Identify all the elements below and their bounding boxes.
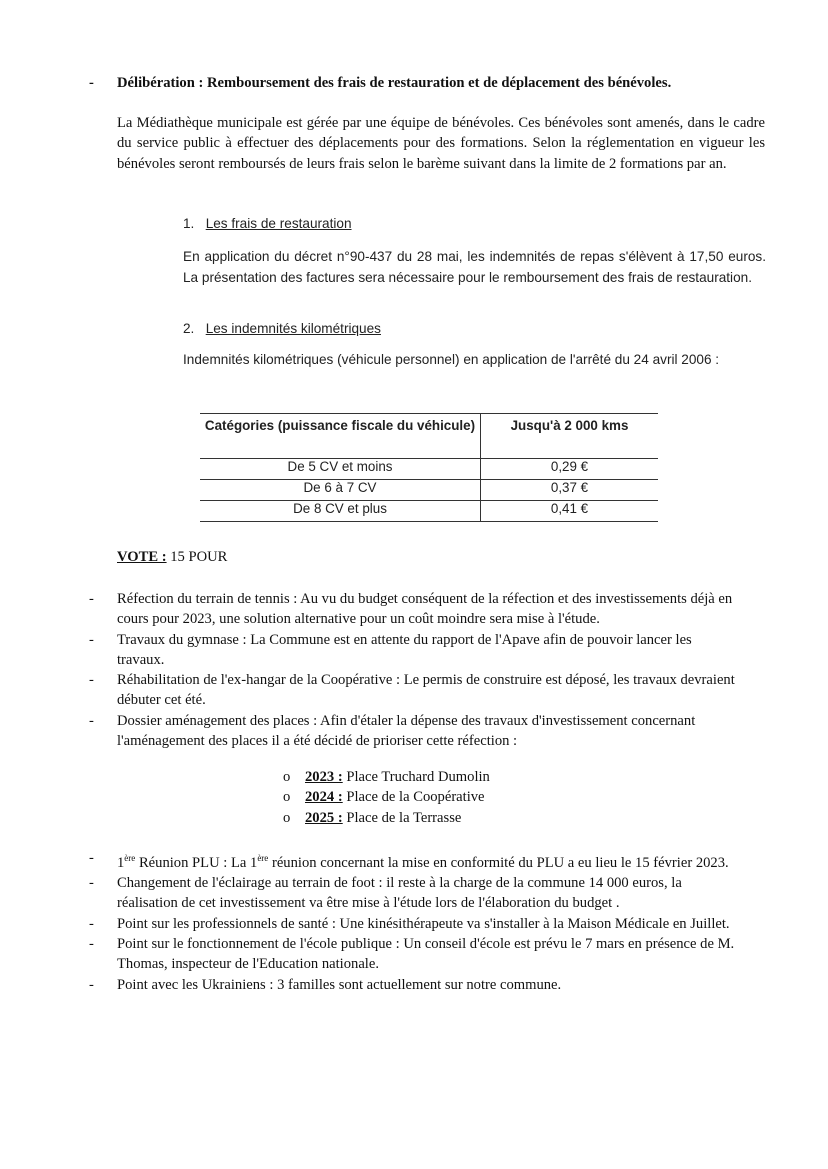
section-title: Les frais de restauration xyxy=(205,216,352,231)
bullet: - xyxy=(89,672,94,689)
bullet: - xyxy=(89,936,94,953)
table-header: Jusqu'à 2 000 kms xyxy=(481,414,659,459)
bullet: o xyxy=(283,809,291,826)
table-cell: De 8 CV et plus xyxy=(200,501,481,522)
item-text: Dossier aménagement des places : Afin d'étaler la dépense des travaux d'investissement concernant l'aménagement des places il a été décidé de prioriser cette réfection : xyxy=(117,712,696,750)
list-item xyxy=(283,767,490,787)
bullet: o xyxy=(283,769,291,785)
place-name: Place de la Coopérative xyxy=(346,789,485,806)
item-text: Point sur le fonctionnement de l'école publique : Un conseil d'école est prévu le 7 mars en présence de M. Thomas, inspecteur de l'Education nationale. xyxy=(117,936,735,973)
list-item xyxy=(89,873,737,914)
section-title: Les indemnités kilométriques xyxy=(205,321,381,336)
place-year: 2025 : xyxy=(305,809,343,826)
list-item xyxy=(283,808,490,828)
item-text: Réfection du terrain de tennis : Au vu du budget conséquent de la réfection et des investissements déjà en cours pour 2023, une solution alternative pour un coût moindre sera mise à l'étude. xyxy=(117,591,733,628)
item-text: Réhabilitation de l'ex-hangar de la Coopérative : Le permis de construire est déposé, les travaux devraient débuter cet été. xyxy=(117,672,735,709)
item-text: Travaux du gymnase : La Commune est en attente du rapport de l'Apave afin de pouvoir lancer les travaux. xyxy=(117,631,692,668)
bullet: - xyxy=(89,915,94,932)
item-text: réunion concernant la mise en conformité du PLU a eu lieu le 15 février 2023. xyxy=(268,854,729,871)
place-year: 2023 : xyxy=(305,769,343,785)
bullet: - xyxy=(89,875,94,892)
section1-text: En application du décret n°90-437 du 28 mai, les indemnités de repas s'élèvent à 17,50 euros. La présentation des factures sera nécessaire pour le remboursement des frais de restauration. xyxy=(183,249,766,285)
vote-result xyxy=(117,549,227,566)
plu-number: 1 xyxy=(117,854,125,871)
intro-paragraph: La Médiathèque municipale est gérée par une équipe de bénévoles. Ces bénévoles sont amenés, dans le cadre du service public à effectuer des déplacements pour des formations. Selon la réglementation en vigueur les bénévoles seront remboursés de leurs frais selon le barème suivant dans la limite de 2 formations par an. xyxy=(117,115,765,172)
section-number: 2. xyxy=(183,321,195,336)
list-item xyxy=(89,589,737,630)
table-cell: 0,41 € xyxy=(481,501,659,522)
list-item xyxy=(89,711,737,752)
superscript: ère xyxy=(257,853,269,863)
bullet: - xyxy=(89,976,94,993)
list-item xyxy=(89,848,737,873)
vote-value: 15 POUR xyxy=(170,549,228,565)
table-row xyxy=(200,459,658,480)
list-item xyxy=(89,630,737,671)
table-header-row xyxy=(200,414,658,459)
item-text: Point avec les Ukrainiens : 3 familles sont actuellement sur notre commune. xyxy=(117,976,562,993)
deliberation-heading xyxy=(89,73,797,93)
list-item xyxy=(283,787,490,807)
deliberation-title: Délibération : Remboursement des frais de restauration et de déplacement des bénévoles. xyxy=(117,75,672,91)
list-item xyxy=(89,670,737,711)
agenda-list-1 xyxy=(89,589,737,751)
table-cell: 0,37 € xyxy=(481,480,659,501)
place-year: 2024 : xyxy=(305,789,343,806)
list-item xyxy=(89,914,737,934)
bullet: - xyxy=(89,75,94,91)
agenda-list-2 xyxy=(89,848,737,995)
table-cell: De 6 à 7 CV xyxy=(200,480,481,501)
mileage-table xyxy=(200,413,658,522)
superscript: ère xyxy=(124,853,136,863)
table-header: Catégories (puissance fiscale du véhicule) xyxy=(200,414,481,459)
place-name: Place de la Terrasse xyxy=(346,809,462,826)
section-number: 1. xyxy=(183,216,195,231)
vote-label: VOTE : xyxy=(117,549,167,565)
bullet: - xyxy=(89,591,94,607)
table-cell: 0,29 € xyxy=(481,459,659,480)
bullet: - xyxy=(89,712,94,729)
list-item xyxy=(89,934,737,975)
bullet: - xyxy=(89,631,94,648)
places-list xyxy=(283,767,490,828)
place-name: Place Truchard Dumolin xyxy=(346,769,490,785)
item-text: Réunion PLU : La 1 xyxy=(135,854,258,871)
section1-heading xyxy=(183,216,352,231)
table-row xyxy=(200,501,658,522)
item-text: Point sur les professionnels de santé : Une kinésithérapeute va s'installer à la Maison Médicale en Juillet. xyxy=(117,915,730,932)
list-item xyxy=(89,975,737,995)
item-text: Changement de l'éclairage au terrain de foot : il reste à la charge de la commune 14 000 euros, la réalisation de cet investissement va être mise à l'étude lors de l'élaboration du budget . xyxy=(117,875,682,912)
bullet: o xyxy=(283,789,291,806)
bullet: - xyxy=(89,850,94,866)
table-cell: De 5 CV et moins xyxy=(200,459,481,480)
section2-heading xyxy=(183,321,381,336)
section2-text: Indemnités kilométriques (véhicule personnel) en application de l'arrêté du 24 avril 2006 : xyxy=(183,352,720,367)
table-row xyxy=(200,480,658,501)
